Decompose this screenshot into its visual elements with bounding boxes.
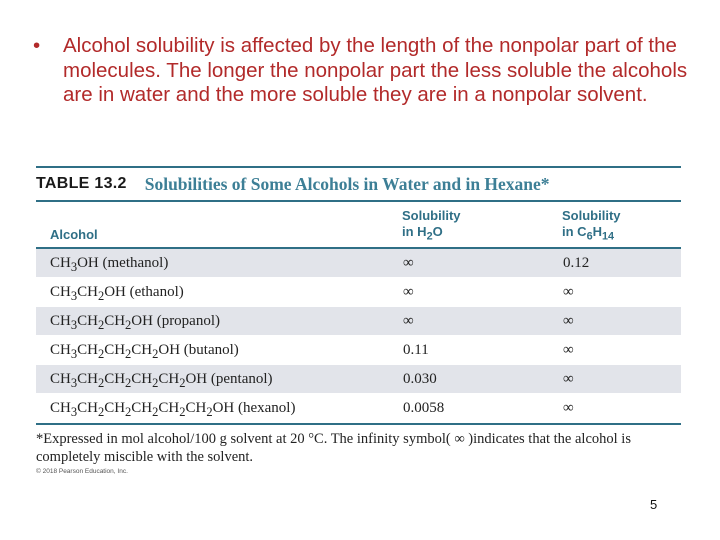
cell-hexane: ∞ [563, 284, 574, 300]
cell-hexane: 0.12 [563, 255, 590, 271]
table-bottom-rule [36, 423, 681, 425]
cell-alcohol: $CH_3CH_2CH_2CH_2OH$ (butanol) [50, 342, 239, 361]
cell-hexane: ∞ [563, 371, 574, 387]
cell-water: 0.030 [403, 371, 437, 387]
table-footnote: *Expressed in mol alcohol/100 g solvent at 20 °C. The infinity symbol( ∞ )indicates that the alcohol is completely miscible with the solvent. [36, 431, 631, 465]
table-header-row [36, 202, 681, 249]
header-water-solubility: Solubility in $H_2O$ [402, 208, 461, 243]
table-row [36, 336, 681, 365]
cell-hexane: ∞ [563, 400, 574, 416]
cell-water: ∞ [403, 284, 414, 300]
cell-water: 0.11 [403, 342, 429, 358]
bullet-text: Alcohol solubility is affected by the length of the nonpolar part of the molecules. The longer the nonpolar part the less soluble the alcohols are in water and the more soluble they are in a nonpolar solvent. [63, 34, 688, 106]
cell-hexane: ∞ [563, 342, 574, 358]
table-row [36, 365, 681, 394]
table-row [36, 249, 681, 278]
table-row [36, 307, 681, 336]
copyright-notice: © 2018 Pearson Education, Inc. [36, 468, 128, 475]
bullet-dot: • [33, 34, 41, 57]
table-number: TABLE 13.2 [36, 175, 127, 192]
cell-water: ∞ [403, 255, 414, 271]
cell-hexane: ∞ [563, 313, 574, 329]
cell-alcohol: $CH_3CH_2CH_2CH_2CH_2CH_2OH$ (hexanol) [50, 400, 296, 419]
bullet-point [33, 34, 693, 108]
table-title: Solubilities of Some Alcohols in Water and in Hexane* [144, 173, 550, 194]
cell-water: 0.0058 [403, 400, 445, 416]
header-hexane-solubility: Solubility in $C_6H_{14}$ [562, 208, 621, 243]
table-row [36, 278, 681, 307]
table-row [36, 394, 681, 423]
solubility-table [36, 166, 681, 475]
header-alcohol: Alcohol [50, 227, 98, 242]
cell-alcohol: $CH_3OH$ (methanol) [50, 255, 169, 274]
page-number: 5 [650, 497, 658, 512]
cell-alcohol: $CH_3CH_2OH$ (ethanol) [50, 284, 184, 303]
table-title-row [36, 168, 681, 200]
cell-alcohol: $CH_3CH_2CH_2OH$ (propanol) [50, 313, 221, 332]
cell-alcohol: $CH_3CH_2CH_2CH_2CH_2OH$ (pentanol) [50, 371, 273, 390]
cell-water: ∞ [403, 313, 414, 329]
